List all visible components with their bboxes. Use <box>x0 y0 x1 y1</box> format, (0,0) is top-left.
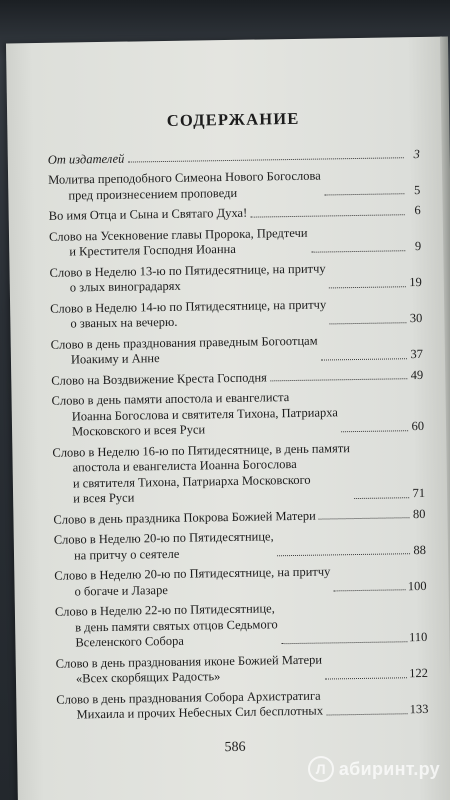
toc-page-number: 100 <box>407 578 427 593</box>
toc-entry-line: Слово в день празднования праведным Богоотцам <box>50 333 318 352</box>
toc-entry <box>49 223 421 260</box>
dot-leader <box>326 713 408 715</box>
toc-entry-text <box>48 151 125 168</box>
dot-leader <box>321 358 407 360</box>
toc-entry <box>54 527 426 564</box>
watermark <box>308 756 440 782</box>
toc-entry-text <box>49 206 248 225</box>
dot-leader <box>324 193 404 195</box>
toc-entry-line: о злых виноградарях <box>69 278 181 295</box>
toc-content <box>47 109 429 728</box>
toc-entry-line: о званых на вечерю. <box>70 314 178 331</box>
toc-entry-line: и святителя Тихона, Патриарха Московского <box>72 472 311 490</box>
toc-entry <box>51 331 423 368</box>
toc-entry-text <box>49 261 325 296</box>
dot-leader <box>329 286 406 288</box>
toc-entry-line: Слово в день празднования Собора Архистратига <box>56 688 321 707</box>
toc-entry-line: и всея Руси <box>73 490 135 506</box>
toc-page-number: 6 <box>414 202 421 218</box>
toc-entry-text <box>54 529 274 563</box>
dot-leader <box>270 378 407 381</box>
toc-entry-line: От издателей <box>47 151 125 167</box>
toc-entry-line: о богаче и Лазаре <box>74 582 168 598</box>
toc-page-number: 88 <box>413 542 427 557</box>
dot-leader <box>127 157 403 162</box>
toc-entry-line: Слово в Неделю 20-ю по Пятидесятнице, на притчу <box>54 564 331 583</box>
toc-entry <box>50 295 422 332</box>
toc-entry <box>55 599 428 651</box>
toc-entry-text <box>48 169 321 204</box>
book-page <box>6 37 450 800</box>
toc-entry-line: Слово в день памяти апостола и евангелиста <box>51 390 290 408</box>
toc-entry-text <box>56 652 323 687</box>
labirint-logo-icon: Л <box>308 756 334 782</box>
toc-entry-text <box>51 333 318 368</box>
toc-entry <box>49 259 421 296</box>
toc-entry-line: Слово в день празднования иконе Божией Матери <box>55 652 323 671</box>
dot-leader <box>334 589 406 591</box>
toc-page-number: 9 <box>414 238 422 254</box>
dot-leader <box>311 250 405 252</box>
toc-entry-line: Слово на Усекновение главы Пророка, Предтечи <box>48 225 308 244</box>
toc-entry-text <box>56 688 323 723</box>
toc-entry-text <box>55 601 278 651</box>
toc-entry <box>49 203 421 224</box>
dot-leader <box>341 430 408 432</box>
toc-entry-line: Иоанна Богослова и святителя Тихона, Патриарха <box>71 404 338 423</box>
toc-page-number: 30 <box>409 310 423 326</box>
toc-page-number: 5 <box>413 182 421 197</box>
toc-entry-line: Слово в Неделю 20-ю по Пятидесятнице, <box>53 529 274 547</box>
toc-entry-text <box>49 225 308 260</box>
toc-entry-text <box>51 389 338 440</box>
toc-entry-line: Московского и всея Руси <box>71 422 206 439</box>
toc-entry-text <box>53 508 316 528</box>
toc-page-number: 19 <box>409 274 422 290</box>
toc-entry-line: в день памяти святых отцов Седьмого <box>75 616 278 634</box>
toc-entry-line: Слово в Неделю 22-ю по Пятидесятнице, <box>54 601 275 619</box>
toc-entry-line: пред произнесением проповеди <box>68 185 238 203</box>
toc-page-number: 80 <box>412 506 426 521</box>
dot-leader <box>319 517 410 519</box>
toc-page-number: 3 <box>413 146 420 161</box>
toc-entry <box>53 506 425 527</box>
dot-leader <box>277 553 410 556</box>
toc-entry-line: Слово в Неделю 13-ю по Пятидесятнице, на притчу <box>49 260 326 280</box>
toc-page-number: 49 <box>410 367 424 382</box>
toc-entry-line: Михаила и прочих Небесных Сил бесплотных <box>76 703 324 722</box>
toc-entry <box>51 367 423 388</box>
toc-page-number: 122 <box>409 665 429 681</box>
toc-entry-text <box>52 441 350 508</box>
toc-entry-line: Слово в Неделю 16-ю по Пятидесятнице, в день памяти <box>52 440 351 460</box>
toc-page-number: 133 <box>409 701 429 717</box>
watermark-text: абиринт.ру <box>338 758 440 779</box>
toc-entry-line: Иоакиму и Анне <box>70 351 160 367</box>
dot-leader <box>281 641 407 644</box>
toc-list <box>48 146 429 723</box>
toc-entry-text <box>50 297 326 332</box>
toc-entry <box>52 439 425 507</box>
toc-entry <box>56 650 428 687</box>
page-number: 586 <box>224 739 246 756</box>
toc-entry-line: Молитва преподобного Симеона Нового Богослова <box>48 168 321 187</box>
toc-entry-line: Вселенского Собора <box>75 633 184 650</box>
toc-entry <box>48 167 420 204</box>
toc-entry-line: Слово в Неделю 14-ю по Пятидесятнице, на притчу <box>50 296 327 316</box>
toc-entry <box>54 563 426 600</box>
toc-entry <box>56 686 428 723</box>
toc-entry-text <box>54 564 330 599</box>
toc-entry-line: и Крестителя Господня Иоанна <box>69 241 236 259</box>
dot-leader <box>250 214 404 217</box>
toc-entry-line: «Всех скорбящих Радость» <box>75 669 221 686</box>
toc-entry-line: Слово в день праздника Покрова Божией Матери <box>53 508 316 527</box>
toc-entry <box>48 146 420 167</box>
toc-entry-line: на притчу о сеятеле <box>73 546 180 562</box>
toc-entry <box>51 388 424 440</box>
dot-leader <box>329 322 406 324</box>
toc-page-number: 110 <box>408 629 428 645</box>
toc-page-number: 37 <box>410 346 424 362</box>
toc-title: СОДЕРЖАНИЕ <box>166 108 300 130</box>
dot-leader <box>325 677 407 679</box>
toc-entry-line: апостола и евангелиста Иоанна Богослова <box>72 456 297 475</box>
toc-page-number: 60 <box>411 418 425 434</box>
toc-entry-text <box>51 370 267 389</box>
toc-entry-line: Во имя Отца и Сына и Святаго Духа! <box>48 205 248 223</box>
toc-page-number: 71 <box>412 485 426 501</box>
page-edge <box>440 37 450 800</box>
dot-leader <box>354 497 409 499</box>
toc-entry-line: Слово на Воздвижение Креста Господня <box>51 369 267 388</box>
